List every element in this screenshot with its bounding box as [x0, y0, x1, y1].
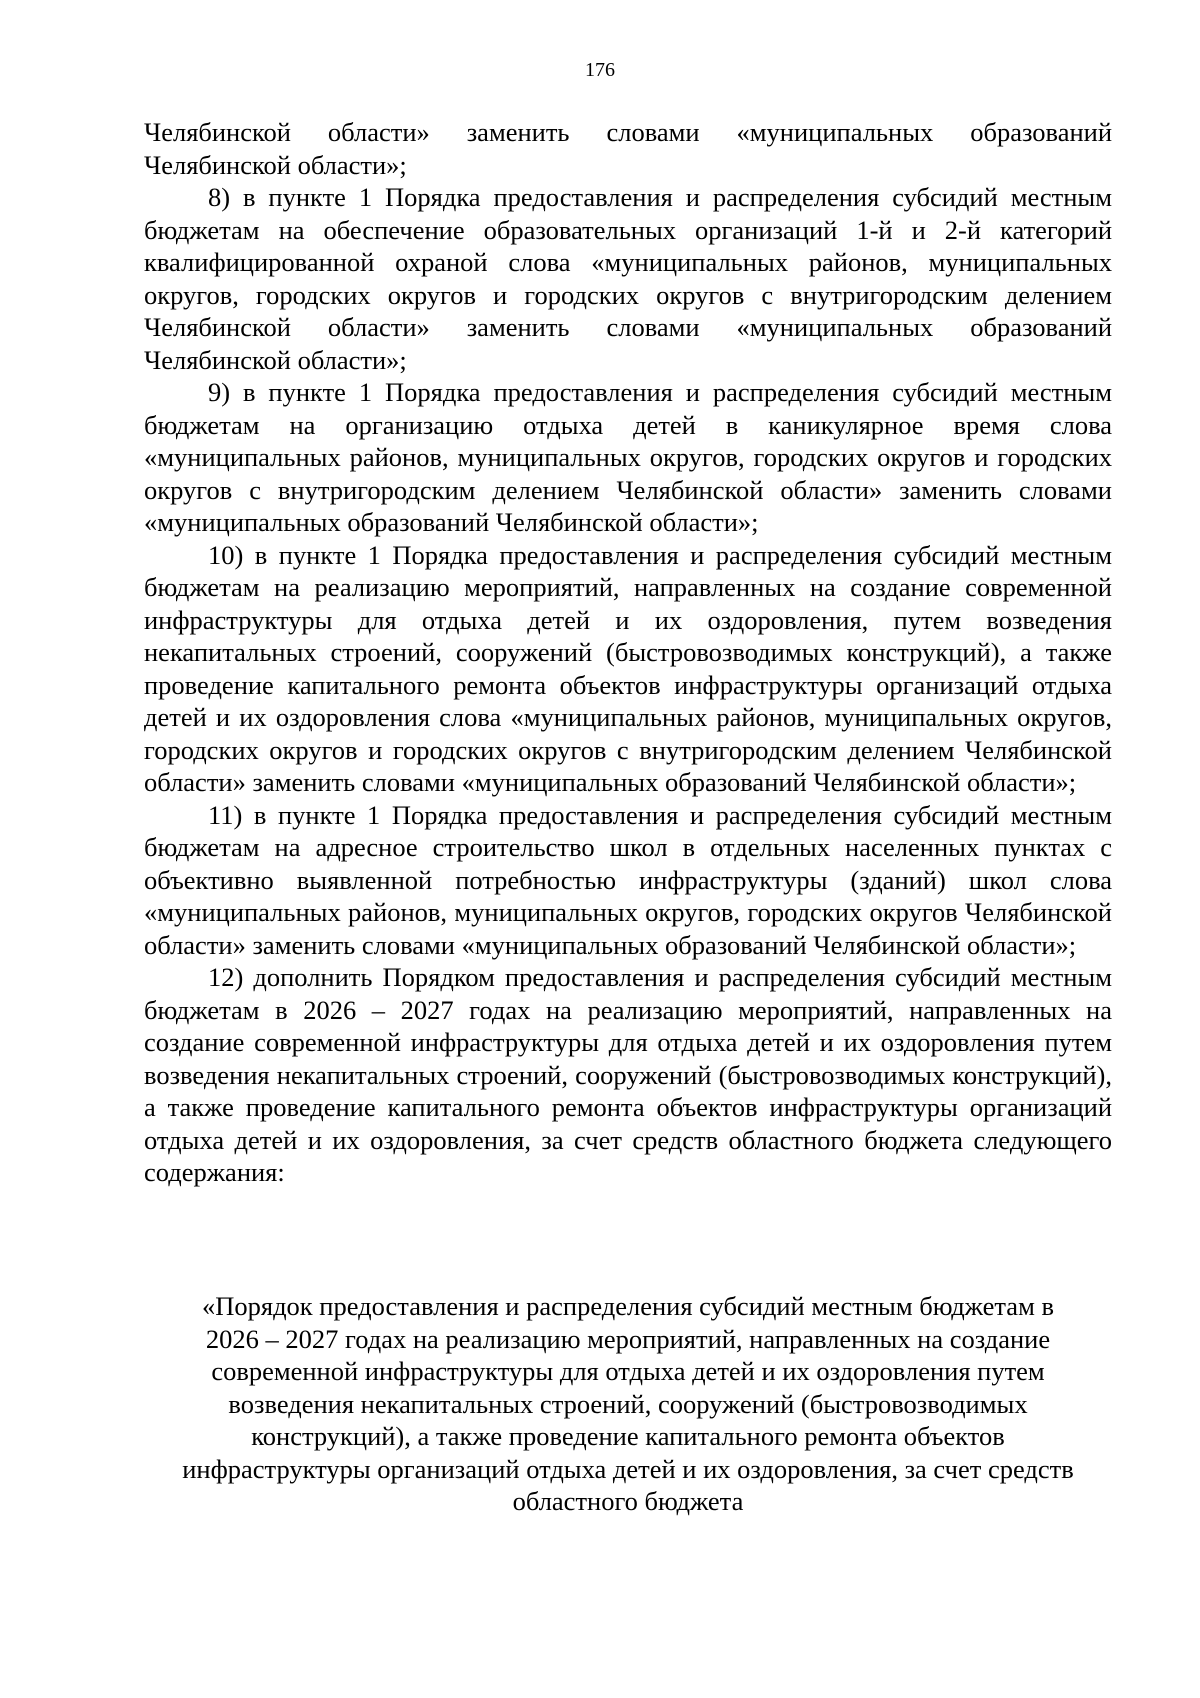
- paragraph-item-11: 11) в пункте 1 Порядка предоставления и распределения субсидий местным бюджетам на адресное строительство школ в отдельных населенных пунктах с объективно выявленной потребностью инфраструктуры (зданий) школ слова «муниципальных районов, муниципальных округов, городских округов Челябинской области» заменить словами «муниципальных образований Челябинской области»;: [144, 799, 1112, 960]
- procedure-title-line: современной инфраструктуры для отдыха детей и их оздоровления путем: [211, 1356, 1045, 1386]
- paragraph-item-9: 9) в пункте 1 Порядка предоставления и распределения субсидий местным бюджетам на организацию отдыха детей в каникулярное время слова «муниципальных районов, муниципальных округов, городских округов и городских округов с внутригородским делением Челябинской области» заменить словами «муниципальных образований Челябинской области»;: [144, 377, 1112, 537]
- procedure-title-line: областного бюджета: [512, 1486, 744, 1516]
- procedure-title: [144, 1290, 1112, 1518]
- procedure-title-line: инфраструктуры организаций отдыха детей и их оздоровления, за счет средств: [182, 1453, 1074, 1484]
- paragraph-continuation: Челябинской области» заменить словами «муниципальных образований Челябинской области»;: [144, 117, 1112, 180]
- paragraph-item-12: 12) дополнить Порядком предоставления и распределения субсидий местным бюджетам в 2026 – 2027 годах на реализацию мероприятий, направленных на создание современной инфраструктуры для отдыха детей и их оздоровления путем возведения некапитальных строений, сооружений (быстровозводимых конструкций), а также проведение капитального ремонта объектов инфраструктуры организаций отдыха детей и их оздоровления, за счет средств областного бюджета следующего содержания:: [144, 962, 1112, 1187]
- procedure-title-line: конструкций), а также проведение капитального ремонта объектов: [251, 1421, 1005, 1451]
- paragraph-item-10: 10) в пункте 1 Порядка предоставления и распределения субсидий местным бюджетам на реализацию мероприятий, направленных на создание современной инфраструктуры для отдыха детей и их оздоровления, путем возведения некапитальных строений, сооружений (быстровозводимых конструкций), а также проведение капитального ремонта объектов инфраструктуры организаций отдыха детей и их оздоровления слова «муниципальных районов, муниципальных округов, городских округов и городских округов с внутригородским делением Челябинской области» заменить словами «муниципальных образований Челябинской области»;: [144, 539, 1112, 797]
- procedure-title-line: возведения некапитальных строений, сооружений (быстровозводимых: [228, 1388, 1028, 1419]
- document-body: [144, 116, 1112, 1189]
- page-number: 176: [585, 59, 615, 81]
- procedure-title-line: «Порядок предоставления и распределения субсидий местным бюджетам в: [202, 1291, 1054, 1321]
- procedure-title-line: 2026 – 2027 годах на реализацию мероприятий, направленных на создание: [205, 1323, 1051, 1354]
- paragraph-item-8: 8) в пункте 1 Порядка предоставления и распределения субсидий местным бюджетам на обеспечение образовательных организаций 1-й и 2-й категорий квалифицированной охраной слова «муниципальных районов, муниципальных округов, городских округов и городских округов с внутригородским делением Челябинской области» заменить словами «муниципальных образований Челябинской области»;: [144, 182, 1112, 375]
